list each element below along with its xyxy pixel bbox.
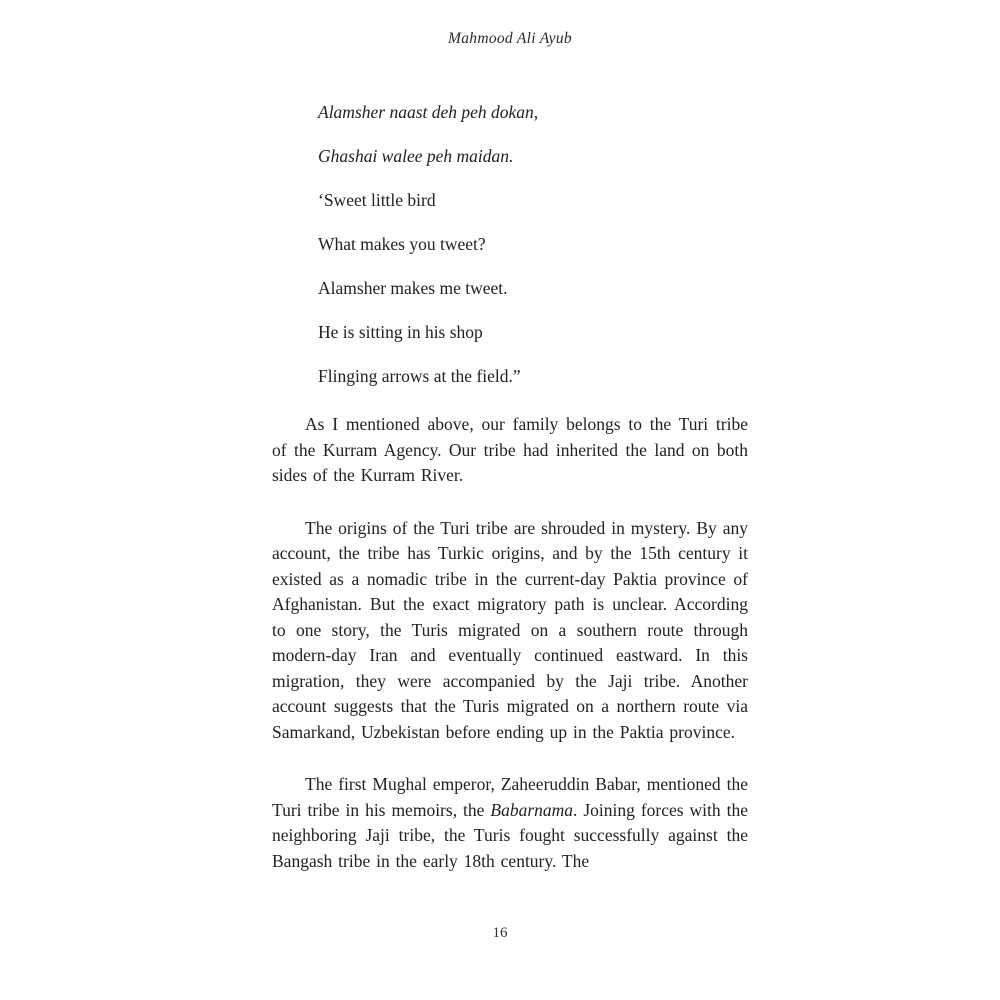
poem-line: What makes you tweet? [318, 234, 486, 254]
book-title-italic: Babarnama [490, 799, 574, 820]
paragraph-family-origin: As I mentioned above, our family belongs to the Turi tribe of the Kurram Agency. Our tribe had inherited the land on both sides of the Kurram River. [272, 414, 748, 485]
poem-line: Alamsher makes me tweet. [318, 278, 508, 298]
text-column [272, 30, 748, 901]
paragraph-mughal-emperor [272, 772, 748, 874]
poem-line: Ghashai walee peh maidan. [318, 146, 514, 166]
paragraph-tribe-origins: The origins of the Turi tribe are shrouded in mystery. By any account, the tribe has Turkic origins, and by the 15th century it existed as a nomadic tribe in the current-day Paktia province of Afghanistan. But the exact migratory path is unclear. According to one story, the Turis migrated on a southern route through modern-day Iran and eventually continued eastward. In this migration, they were accompanied by the Jaji tribe. Another account suggests that the Turis migrated on a northern route via Samarkand, Uzbekistan before ending up in the Paktia province. [272, 517, 748, 742]
poem-line: Alamsher naast deh peh dokan, [318, 102, 539, 122]
poem-line: He is sitting in his shop [318, 322, 483, 342]
paragraph-text: . Joining forces with the neighboring Jaji tribe, the Turis fought successfully against the Bangash tribe in the early 18th century. The [272, 799, 748, 871]
paragraph-text: The first Mughal emperor, Zaheeruddin Babar, mentioned the Turi tribe in his memoirs, the [272, 774, 748, 820]
running-header-author: Mahmood Ali Ayub [448, 30, 572, 47]
page-number: 16 [492, 925, 508, 941]
poem-block [318, 90, 748, 398]
poem-line: Flinging arrows at the field.” [318, 366, 521, 386]
poem-line: ‘Sweet little bird [318, 190, 436, 210]
